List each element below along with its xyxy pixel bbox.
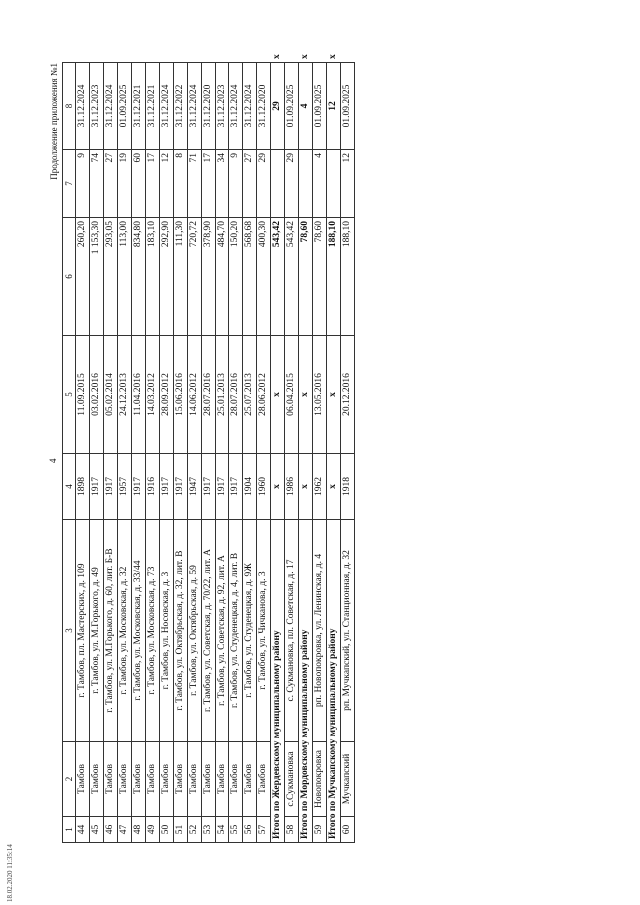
year-cell: 1960 [257,454,271,520]
area-cell: 378,90 [201,218,215,336]
table-row [257,63,271,843]
year-cell: 1986 [285,454,299,520]
subtotal-row: Итого по Мучкапскому муниципальному району x x 188,10 12 x [326,63,340,843]
year-cell: 1917 [201,454,215,520]
count-cell: 12 [340,150,354,218]
area-cell: 834,80 [132,218,146,336]
end-date-cell: 31.12.2024 [229,63,243,150]
print-timestamp: 18.02.2020 11:35:14 [6,844,14,902]
row-number-cell: 56 [243,817,257,843]
date-cell: 24.12.2013 [118,336,132,454]
date-cell: x [271,336,285,454]
table-row [229,63,243,843]
year-cell: 1917 [104,454,118,520]
table-row [313,63,327,843]
date-cell: 28.07.2016 [229,336,243,454]
subtotal-row: Итого по Жердевскому муниципальному району x x 543,42 29 x [271,63,285,843]
table-row [285,63,299,843]
subtotal-label: Итого по Мучкапскому муниципальному району [326,520,340,843]
area-cell: 188,10 [340,218,354,336]
year-cell: 1957 [118,454,132,520]
address-cell: г. Тамбов, ул. Студенецкая, д. 4, лит. В [229,520,243,742]
date-cell: 13.05.2016 [313,336,327,454]
row-number-cell: 53 [201,817,215,843]
address-cell: г. Тамбов, ул. Советская, д. 70/22, лит. А [201,520,215,742]
table-row [340,63,354,843]
table-row [201,63,215,843]
count-cell: 19 [118,150,132,218]
area-cell: 260,20 [76,218,90,336]
year-cell: 1918 [340,454,354,520]
locality-cell: Тамбов [243,742,257,817]
area-cell: 183,10 [145,218,159,336]
appendix-label: Продолжение приложения №1 [49,63,59,180]
header-cell: 4 [63,454,76,520]
address-cell: г. Тамбов, пл. Мастерских, д. 109 [76,520,90,742]
locality-cell: Мучкапский [340,742,354,817]
date-cell: 03.02.2016 [90,336,104,454]
end-date-cell: 31.12.2020 [257,63,271,150]
header-cell: 2 [63,742,76,817]
row-number-cell: 45 [90,817,104,843]
table-row [215,63,229,843]
locality-cell: Тамбов [173,742,187,817]
address-cell: г. Тамбов, ул. Московская, д. 32 [118,520,132,742]
row-number-cell: 57 [257,817,271,843]
locality-cell: Тамбов [90,742,104,817]
area-cell: 1 153,30 [90,218,104,336]
area-cell: 113,00 [118,218,132,336]
end-date-cell: 31.12.2022 [173,63,187,150]
year-cell: 1962 [313,454,327,520]
row-number-cell: 48 [132,817,146,843]
count-cell: 12 [326,63,340,150]
locality-cell: Тамбов [187,742,201,817]
address-cell: г. Тамбов, ул. Октябрьская, д. 59 [187,520,201,742]
date-cell: 28.09.2012 [159,336,173,454]
year-cell: 1898 [76,454,90,520]
end-date-cell: 01.09.2025 [340,63,354,150]
end-date-cell: 31.12.2024 [243,63,257,150]
locality-cell: Тамбов [104,742,118,817]
end-date-cell: 31.12.2024 [187,63,201,150]
year-cell: 1917 [229,454,243,520]
address-cell: г. Тамбов, ул. Советская, д. 92, лит. А [215,520,229,742]
count-cell: 29 [285,150,299,218]
date-cell: 05.02.2014 [104,336,118,454]
area-cell: 188,10 [326,218,340,336]
row-number-cell: 59 [313,817,327,843]
end-date-cell: 31.12.2024 [104,63,118,150]
end-date-cell: 01.09.2025 [285,63,299,150]
address-cell: рп. Новопокровка, ул. Ленинская, д. 4 [313,520,327,742]
area-cell: 78,60 [299,218,313,336]
buildings-table [62,54,355,843]
date-cell: 25.01.2013 [215,336,229,454]
year-cell: 1917 [215,454,229,520]
header-cell: 5 [63,336,76,454]
table-row [145,63,159,843]
end-date-cell: 31.12.2024 [76,63,90,150]
row-number-cell: 49 [145,817,159,843]
address-cell: с. Сукмановка, пл. Советская, д. 17 [285,520,299,742]
address-cell: рп. Мучкапский, ул. Станционная, д. 32 [340,520,354,742]
count-cell: 71 [187,150,201,218]
date-cell: x [299,336,313,454]
count-cell: 29 [271,63,285,150]
locality-cell: Тамбов [215,742,229,817]
year-cell: x [271,454,285,520]
count-cell: 27 [243,150,257,218]
table-row [159,63,173,843]
date-cell: 28.07.2016 [201,336,215,454]
table-row [118,63,132,843]
table-row [104,63,118,843]
end-date-cell: 31.12.2023 [90,63,104,150]
address-cell: г. Тамбов, ул. Чичканова, д. 3 [257,520,271,742]
count-cell: 4 [299,63,313,150]
locality-cell: Тамбов [257,742,271,817]
year-cell: 1917 [132,454,146,520]
date-cell: 20.12.2016 [340,336,354,454]
count-cell: 4 [313,150,327,218]
locality-cell: Тамбов [118,742,132,817]
empty-cell [299,150,313,218]
locality-cell: Тамбов [132,742,146,817]
year-cell: 1917 [90,454,104,520]
date-cell: x [326,336,340,454]
locality-cell: Тамбов [201,742,215,817]
year-cell: 1917 [173,454,187,520]
header-row [63,63,76,843]
count-cell: 17 [145,150,159,218]
year-cell: 1904 [243,454,257,520]
table-body [63,54,355,843]
date-cell: 06.04.2015 [285,336,299,454]
row-number-cell: 47 [118,817,132,843]
end-date-cell: 31.12.2020 [201,63,215,150]
area-cell: 484,70 [215,218,229,336]
rotated-table-area [48,54,617,843]
end-date-cell: 31.12.2023 [215,63,229,150]
year-cell: 1916 [145,454,159,520]
row-number-cell: 60 [340,817,354,843]
page-number: 4 [48,458,58,463]
area-cell: 400,30 [257,218,271,336]
row-number-cell: 55 [229,817,243,843]
date-cell: 14.03.2012 [145,336,159,454]
row-number-cell: 52 [187,817,201,843]
year-cell: x [299,454,313,520]
header-cell: 1 [63,817,76,843]
header-cell: 6 [63,218,76,336]
subtotal-label: Итого по Мордовскому муниципальному району [299,520,313,843]
table-row [243,63,257,843]
count-cell: 8 [173,150,187,218]
locality-cell: с.Сукмановка [285,742,299,817]
address-cell: г. Тамбов, ул. Студенецкая, д. 9Ж [243,520,257,742]
locality-cell: Тамбов [145,742,159,817]
end-date-cell: 01.09.2025 [118,63,132,150]
count-cell: 60 [132,150,146,218]
area-cell: 543,42 [285,218,299,336]
address-cell: г. Тамбов, ул. Носовская, д. 3 [159,520,173,742]
empty-cell [271,150,285,218]
row-number-cell: 44 [76,817,90,843]
date-cell: 14.06.2012 [187,336,201,454]
date-cell: 11.09.2015 [76,336,90,454]
row-number-cell: 54 [215,817,229,843]
row-number-cell: 58 [285,817,299,843]
count-cell: 12 [159,150,173,218]
area-cell: 111,30 [173,218,187,336]
address-cell: г. Тамбов, ул. М.Горького, д. 49 [90,520,104,742]
area-cell: 720,72 [187,218,201,336]
table-row [132,63,146,843]
count-cell: 29 [257,150,271,218]
empty-cell [326,150,340,218]
count-cell: 27 [104,150,118,218]
header-cell: 8 [63,63,76,150]
address-cell: г. Тамбов, ул. Московская, д. 33/44 [132,520,146,742]
end-date-cell: 31.12.2021 [132,63,146,150]
locality-cell: Тамбов [159,742,173,817]
row-number-cell: 51 [173,817,187,843]
area-cell: 543,42 [271,218,285,336]
count-cell: 17 [201,150,215,218]
count-cell: 34 [215,150,229,218]
count-cell: 9 [76,150,90,218]
date-cell: 25.07.2013 [243,336,257,454]
date-cell: 28.06.2012 [257,336,271,454]
locality-cell: Тамбов [229,742,243,817]
subtotal-label: Итого по Жердевскому муниципальному району [271,520,285,843]
year-cell: 1947 [187,454,201,520]
locality-cell: Тамбов [76,742,90,817]
end-date-cell: 31.12.2024 [159,63,173,150]
table-row [76,63,90,843]
table-row [173,63,187,843]
date-cell: 11.04.2016 [132,336,146,454]
year-cell: 1917 [159,454,173,520]
area-cell: 568,68 [243,218,257,336]
area-cell: 293,05 [104,218,118,336]
address-cell: г. Тамбов, ул. М.Горького, д. 60, лит. Б-В [104,520,118,742]
row-number-cell: 50 [159,817,173,843]
locality-cell: Новопокровка [313,742,327,817]
address-cell: г. Тамбов, ул. Октябрьская, д. 32, лит. В [173,520,187,742]
area-cell: 78,60 [313,218,327,336]
header-cell: 3 [63,520,76,742]
count-cell: 74 [90,150,104,218]
date-cell: 15.06.2016 [173,336,187,454]
subtotal-row: Итого по Мордовскому муниципальному району x x 78,60 4 x [299,63,313,843]
address-cell: г. Тамбов, ул. Московская, д. 73 [145,520,159,742]
table-row [90,63,104,843]
end-date-cell: 01.09.2025 [313,63,327,150]
count-cell: 9 [229,150,243,218]
end-date-cell: 31.12.2021 [145,63,159,150]
table-row [187,63,201,843]
year-cell: x [326,454,340,520]
row-number-cell: 46 [104,817,118,843]
area-cell: 292,90 [159,218,173,336]
area-cell: 150,20 [229,218,243,336]
header-cell: 7 [63,150,76,218]
